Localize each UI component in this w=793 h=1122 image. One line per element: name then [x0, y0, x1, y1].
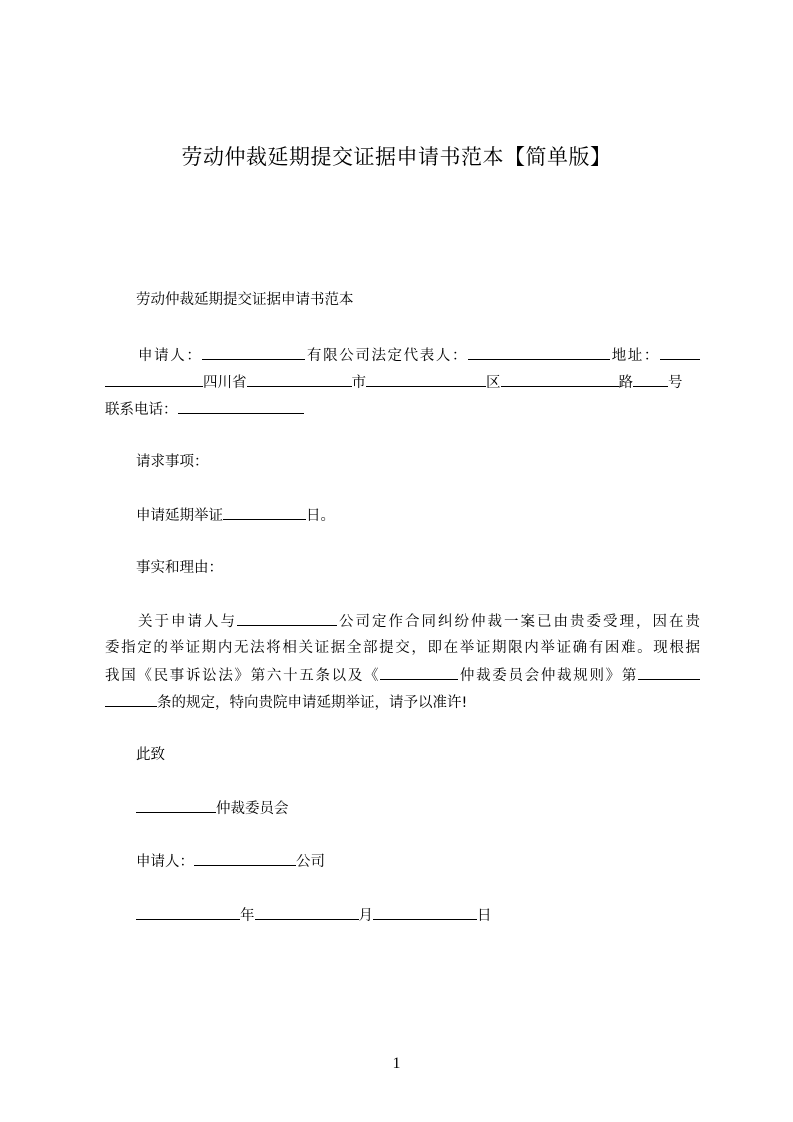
facts-line-3	[105, 665, 700, 686]
facts-heading: 事实和理由：	[136, 560, 223, 576]
year-blank	[136, 905, 240, 920]
month-blank	[255, 905, 359, 920]
committee-label: 仲裁委员会	[216, 801, 289, 817]
year-label: 年	[240, 908, 255, 924]
facts-text-4: 条的规定，特向贵院申请延期举证，请予以准许!	[157, 695, 468, 711]
facts-line-4	[105, 692, 467, 713]
facts-line-1	[105, 611, 700, 632]
number-label: 号	[668, 375, 683, 391]
address-label: 地址：	[610, 348, 661, 364]
phone-blank	[178, 399, 304, 414]
applicant-line-2	[105, 372, 700, 393]
article-blank-2	[105, 692, 157, 707]
signature-blank	[194, 851, 296, 866]
request-text: 申请延期举证	[136, 508, 223, 524]
address-blank-1	[660, 345, 700, 360]
district-blank	[366, 372, 486, 387]
facts-text-1b: 公司定作合同纠纷仲裁一案已由贵委受理，因在贵	[337, 614, 700, 630]
day-label: 日	[477, 908, 492, 924]
request-heading: 请求事项：	[136, 454, 209, 470]
commission-blank	[380, 665, 458, 680]
number-blank	[633, 372, 668, 387]
district-label: 区	[486, 375, 501, 391]
committee-blank	[136, 798, 216, 813]
article-blank-1	[638, 665, 700, 680]
facts-text-1a: 关于申请人与	[138, 614, 237, 630]
request-days: 日。	[306, 508, 335, 524]
facts-line-2	[105, 638, 700, 658]
day-blank	[373, 905, 477, 920]
road-blank	[501, 372, 619, 387]
date-line	[136, 905, 492, 926]
committee-line	[136, 798, 289, 819]
closing-text: 此致	[136, 747, 165, 763]
signature-line	[136, 851, 325, 872]
signature-company: 公司	[296, 854, 325, 870]
rep-blank	[468, 345, 610, 360]
applicant-line-1	[105, 345, 700, 366]
signature-label: 申请人：	[136, 854, 194, 870]
facts-text-2: 委指定的举证期内无法将相关证据全部提交，即在举证期限内举证确有困难。现根据	[105, 640, 700, 656]
party-blank	[237, 611, 337, 626]
province-label: 四川省	[203, 375, 247, 391]
facts-text-3b: 仲裁委员会仲裁规则》第	[458, 668, 639, 684]
document-subtitle: 劳动仲裁延期提交证据申请书范本	[136, 292, 354, 308]
city-label: 市	[351, 375, 366, 391]
applicant-label: 申请人：	[138, 348, 203, 364]
company-rep-label: 有限公司法定代表人：	[305, 348, 469, 364]
company-blank	[202, 345, 305, 360]
applicant-line-3	[105, 399, 304, 420]
city-blank	[247, 372, 352, 387]
road-label: 路	[618, 375, 633, 391]
facts-text-3a: 我国《民事诉讼法》第六十五条以及《	[105, 668, 381, 684]
page-number: 1	[392, 1055, 401, 1072]
request-line	[136, 505, 335, 526]
phone-label: 联系电话：	[105, 402, 178, 418]
document-title: 劳动仲裁延期提交证据申请书范本【简单版】	[181, 145, 612, 169]
address-blank-2	[105, 372, 203, 387]
days-blank	[223, 505, 306, 520]
month-label: 月	[358, 908, 373, 924]
